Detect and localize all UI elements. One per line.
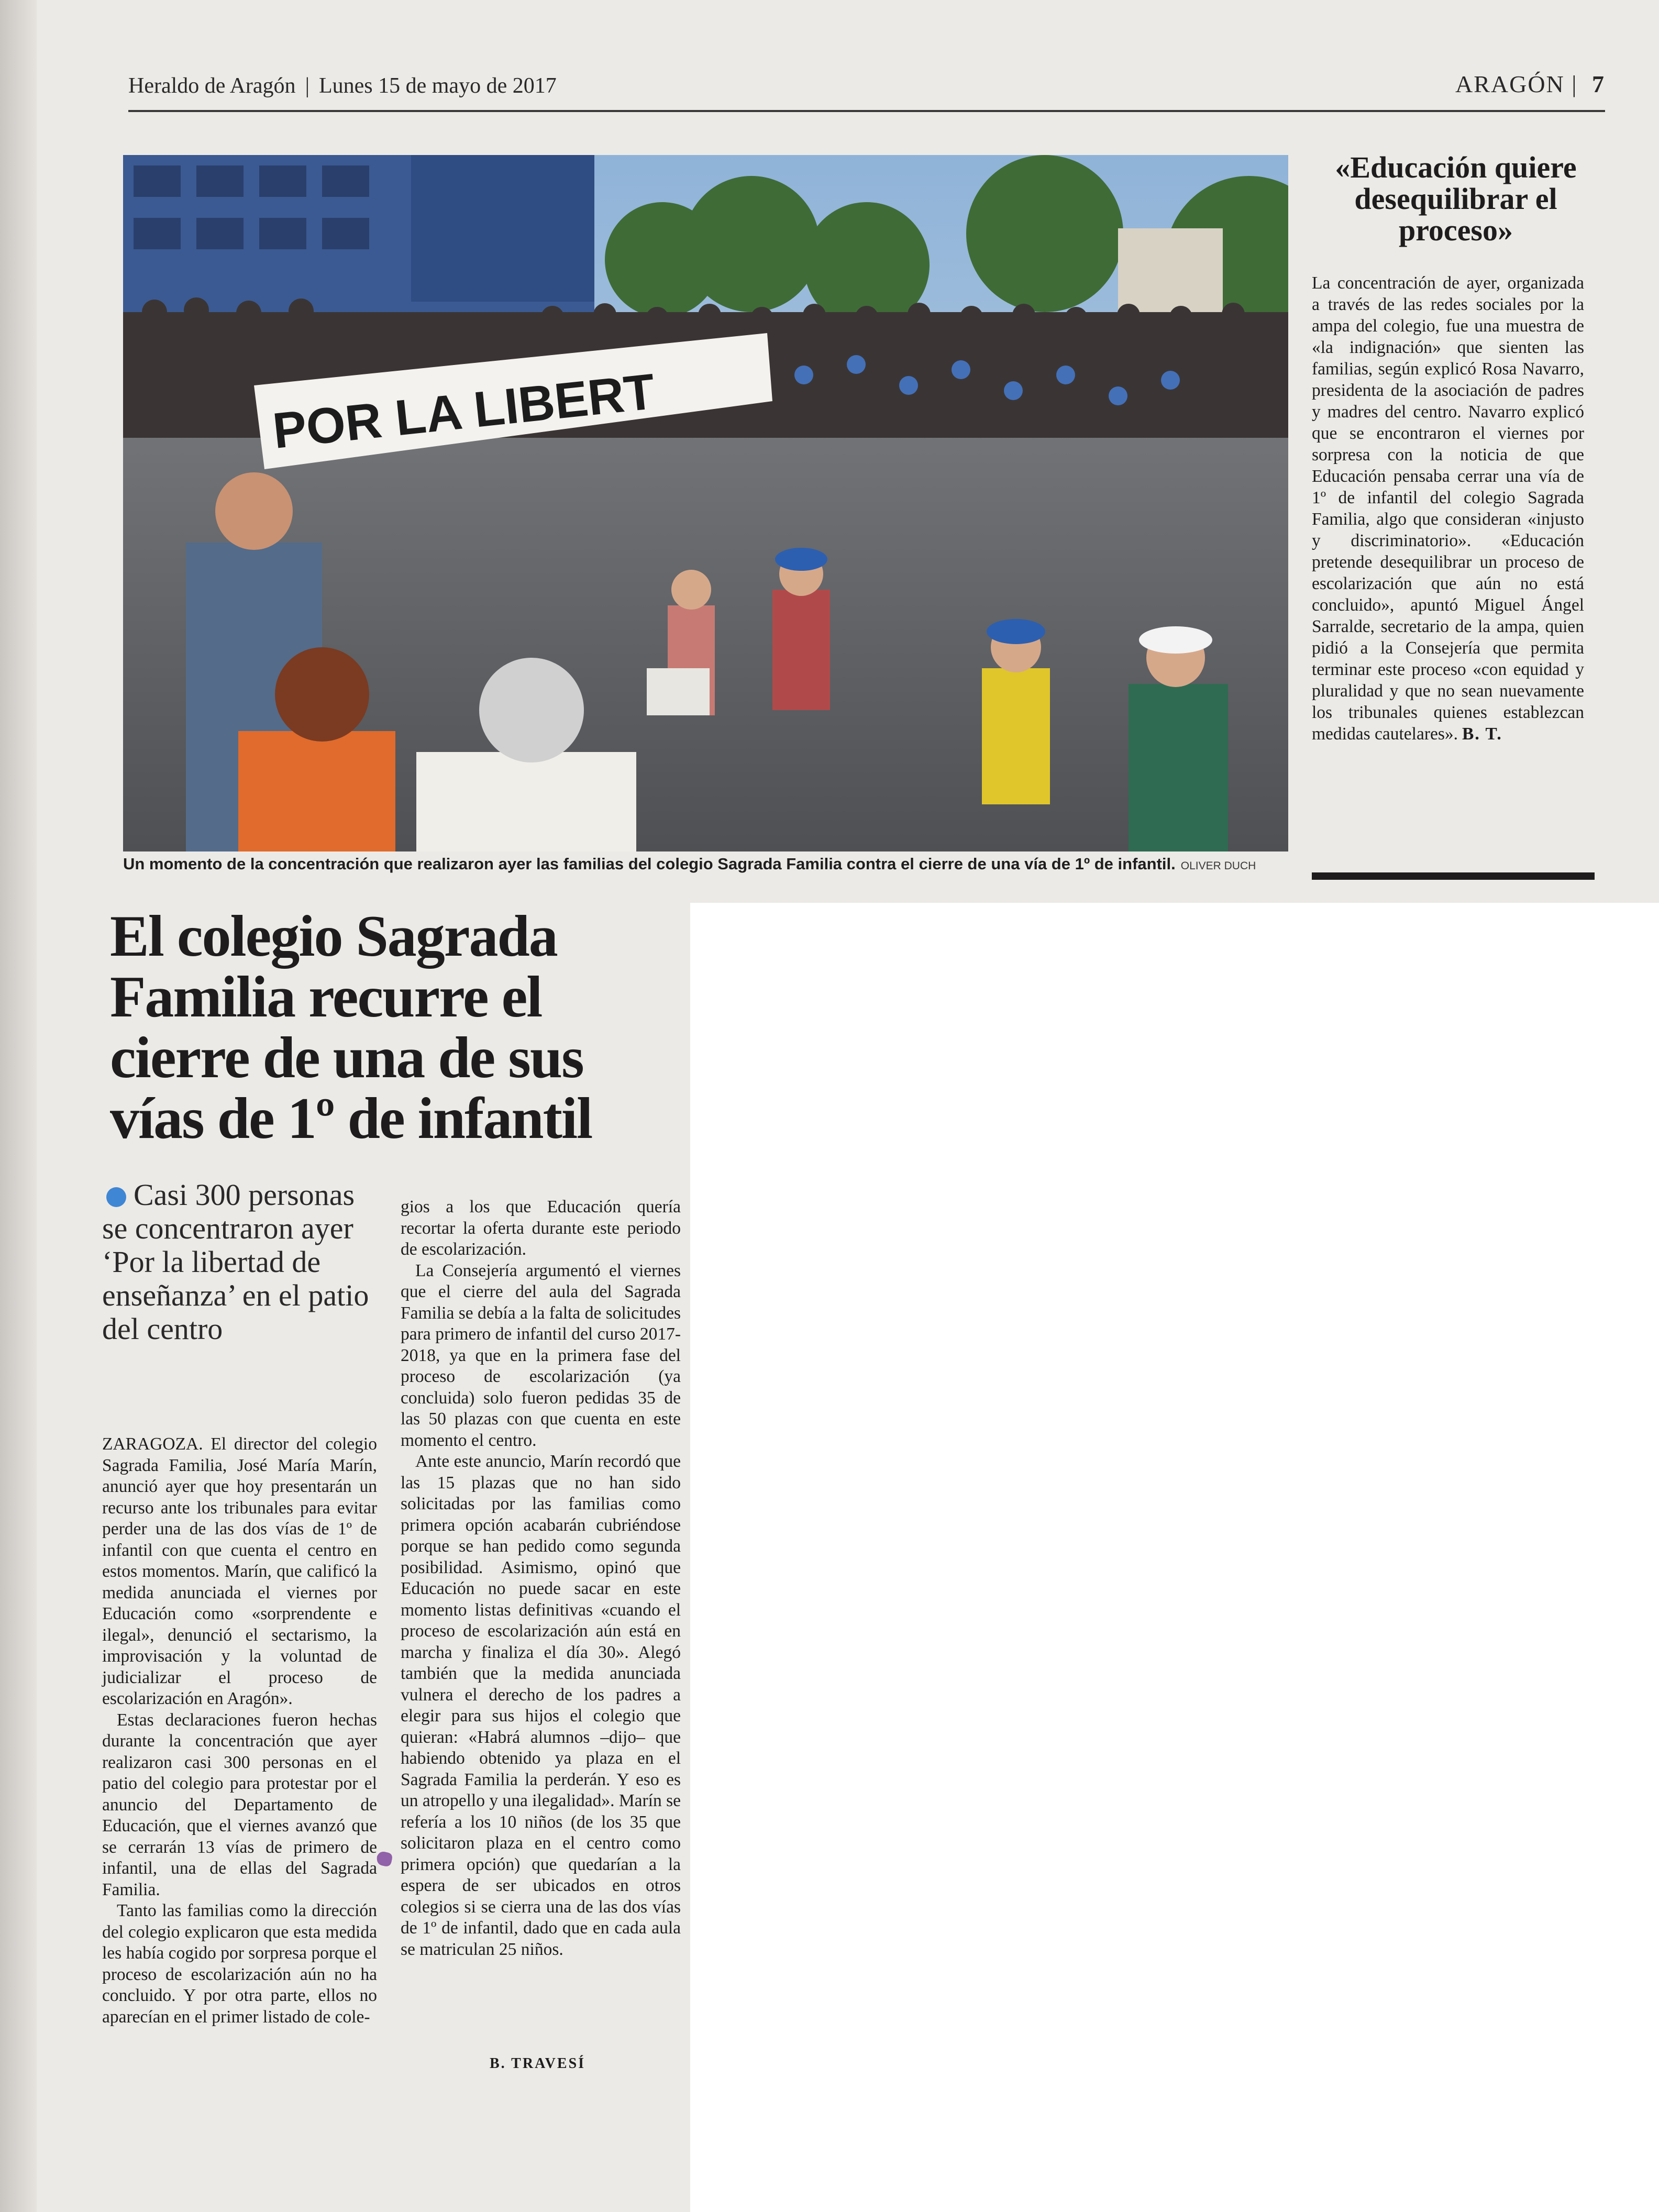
paragraph: gios a los que Educación quería recortar la oferta durante este periodo de escolarización.	[401, 1197, 681, 1259]
sidebar-text: La concentración de ayer, organizada a través de las redes sociales por la ampa del colegio, fue una muestra de «la indignación» que sienten las familias, según explicó Rosa Navarro, presidenta de la asociación de padres y madres del centro. Navarro explicó que se encontraron el viernes por sorpresa con la noticia de que Educación pensaba cerrar una vía de 1º de infantil del colegio Sagrada Familia, algo que consideran «injusto y discriminatorio». «Educación pretende desequilibrar un proceso de escolarización que aún no está concluido», apuntó Miguel Ángel Sarralde, secretario de la ampa, quien pidió a la Consejería que permita terminar este proceso «con equidad y pluralidad y que no sean nuevamente los tribunales quienes establezcan medidas cautelares».	[1312, 273, 1584, 744]
section-name: ARAGÓN	[1455, 71, 1565, 97]
photo-illustration	[123, 155, 1288, 851]
photo-credit: OLIVER DUCH	[1180, 860, 1256, 872]
article-byline: B. TRAVESÍ	[490, 2055, 586, 2072]
issue-date: Lunes 15 de mayo de 2017	[318, 74, 557, 98]
paragraph: Ante este anuncio, Marín recordó que las 15 plazas que no han sido solicitadas por las familias como primera opción acabarán cubriéndose porque se han pedido como segunda posibilidad. Asimismo, opinó que Educación no puede sacar en este momento listas definitivas «cuando el proceso de escolarización aún está en marcha y finaliza el día 30». Alegó también que la medida anunciada vulnera el derecho de los padres a elegir para sus hijos el colegio que quieran: «Habrá alumnos –dijo– que habiendo obtenido ya plaza en el Sagrada Familia la perderán. Y eso es un atropello y una ilegalidad». Marín se refería a los 10 niños (de los 35 que solicitaron plaza en el centro como primera opción) que quedarían a la espera de ser ubicados en otros colegios si se cierra una de las dos vías de 1º de infantil, dado que en cada aula se matriculan 25 niños.	[401, 1452, 681, 1959]
sidebar-signature: B. T.	[1462, 724, 1502, 744]
caption-text: Un momento de la concentración que realizaron ayer las familias del colegio Sagrada Familia contra el cierre de una vía de 1º de infantil.	[123, 855, 1176, 873]
subhead-text: Casi 300 personas se concentraron ayer ‘Por la libertad de enseñanza’ en el patio del centro	[102, 1178, 369, 1346]
page-number: 7	[1592, 71, 1605, 97]
paragraph: La Consejería argumentó el viernes que el cierre del aula del Sagrada Familia se debía a la falta de solicitudes para primero de infantil del curso 2017-2018, ya que en la primera fase del proceso de escolarización (ya concluida) solo fueron pedidas 35 de las 50 plazas con que cuenta en este momento el centro.	[401, 1260, 681, 1450]
page-header	[128, 68, 1605, 112]
article-subhead	[102, 1178, 369, 1346]
header-left: Heraldo de Aragón | Lunes 15 de mayo de 2017	[128, 74, 557, 98]
article-column-1	[102, 1434, 377, 2028]
building-wing	[411, 155, 594, 302]
sidebar-title: «Educación quiere desequilibrar el proceso»	[1335, 150, 1577, 247]
paragraph: ZARAGOZA. El director del colegio Sagrada Familia, José María Marín, anunció ayer que hoy presentarán un recurso ante los tribunales para evitar perder una de las dos vías de 1º de infantil con que cuenta el centro en estos momentos. Marín, que calificó la medida anunciada el viernes por Educación como «sorprendente e ilegal», denunció el sectarismo, la improvisación y la voluntad de judicializar el proceso de escolarización en Aragón».	[102, 1434, 377, 1708]
protest-photo	[123, 155, 1288, 851]
paragraph: Tanto las familias como la dirección del colegio explicaron que esta medida les había cogido por sorpresa porque el proceso de escolarización aún no ha concluido. Y por otra parte, ellos no aparecían en el primer listado de cole-	[102, 1901, 377, 2027]
banner-text: POR LA LIBERT	[270, 363, 658, 459]
sidebar-body	[1312, 272, 1584, 745]
paper-name: Heraldo de Aragón	[128, 74, 296, 98]
background-building	[1118, 228, 1223, 312]
bullet-dot-icon	[106, 1187, 126, 1207]
sidebar-rule	[1312, 872, 1595, 880]
article-column-2	[401, 1197, 681, 1960]
article-headline: El colegio Sagrada Familia recurre el cierre de una de sus vías de 1º de infantil	[110, 904, 592, 1151]
photo-caption	[123, 855, 1288, 873]
paragraph: Estas declaraciones fueron hechas durante la concentración que ayer realizaron casi 300 personas en el patio del colegio para protestar por el anuncio del Departamento de Educación, que el viernes avanzó que se cerrarán 13 vías de primero de infantil, una de ellas del Sagrada Familia.	[102, 1710, 377, 1899]
page-edge-shadow	[0, 0, 37, 2212]
header-right: ARAGÓN | 7	[1455, 71, 1605, 97]
ink-stain-icon	[372, 1846, 398, 1872]
